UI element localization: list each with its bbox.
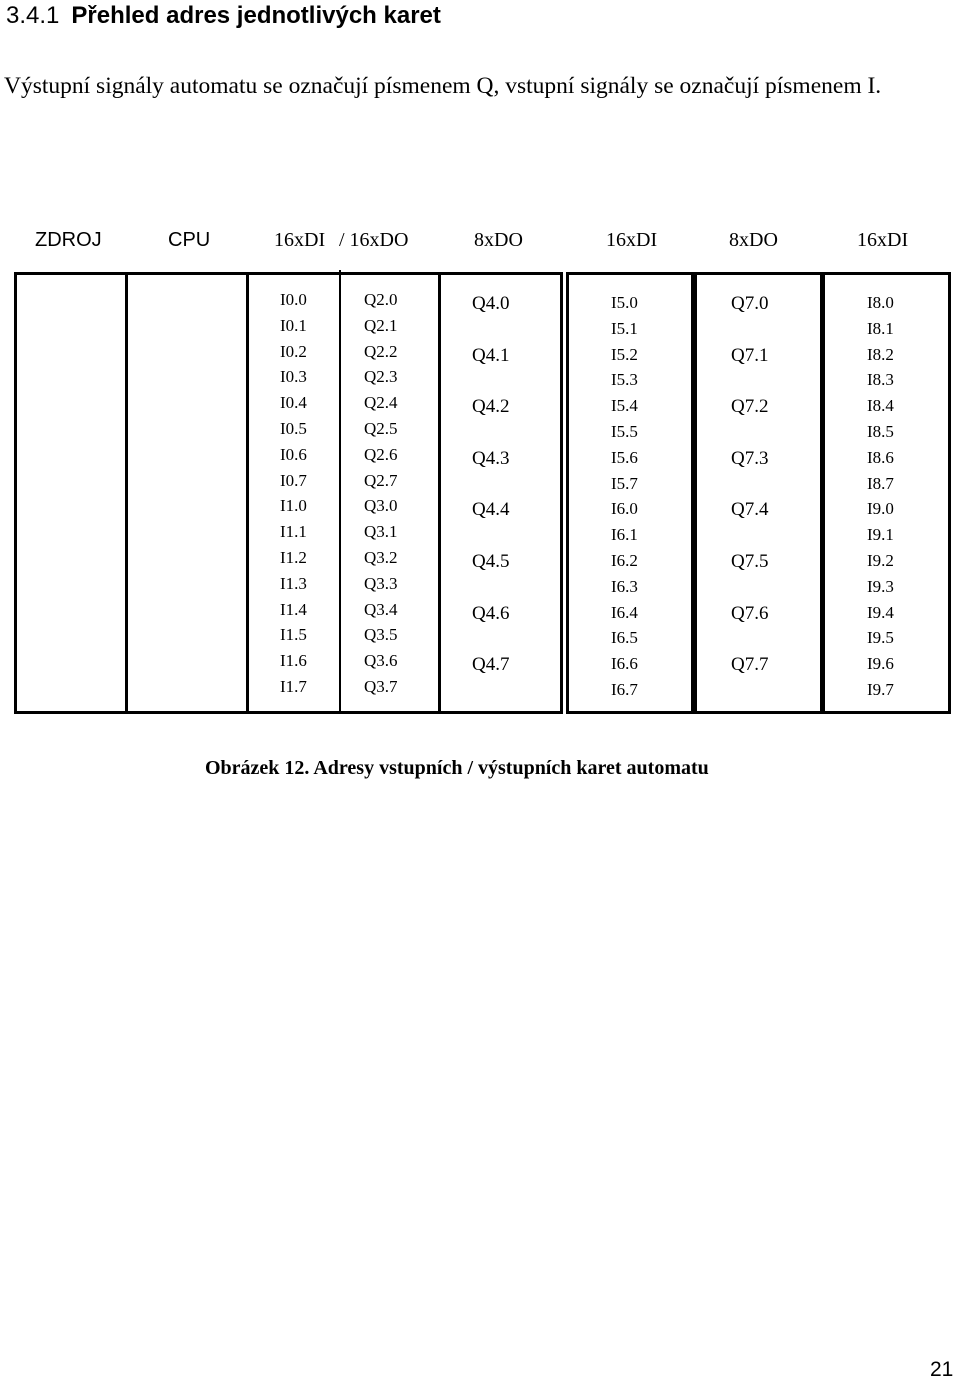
- address-i1-4: I1.4: [280, 599, 307, 619]
- address-i6-0: I6.0: [611, 499, 638, 519]
- address-i5-2: I5.2: [611, 344, 638, 364]
- address-i0-1: I0.1: [280, 315, 307, 335]
- address-q4-7: Q4.7: [472, 654, 510, 676]
- address-i0-5: I0.5: [280, 419, 307, 438]
- address-q3-5: Q3.5: [364, 625, 398, 645]
- intro-paragraph: Výstupní signály automatu se označují písmenem Q, vstupní signály se označují písmenem I.: [4, 73, 882, 99]
- header-8xdo-b: 8xDO: [729, 229, 778, 251]
- address-i9-5: I9.5: [867, 628, 894, 648]
- address-i8-4: I8.4: [867, 396, 894, 416]
- address-q2-4: Q2.4: [364, 393, 398, 413]
- address-i5-5: I5.5: [611, 422, 638, 441]
- address-i9-1: I9.1: [867, 525, 894, 545]
- header-16xdi-b: 16xDI: [606, 229, 658, 251]
- address-i8-0: I8.0: [867, 293, 894, 312]
- address-i0-3: I0.3: [280, 367, 307, 387]
- address-q3-1: Q3.1: [364, 522, 398, 542]
- card-cpu: [125, 272, 249, 714]
- page-number: 21: [930, 1358, 954, 1381]
- address-q7-5: Q7.5: [731, 551, 769, 572]
- address-i8-6: I8.6: [867, 447, 894, 467]
- address-i1-5: I1.5: [280, 625, 307, 645]
- card-8xdo-b: [694, 272, 823, 714]
- address-i1-3: I1.3: [280, 573, 307, 593]
- address-i8-3: I8.3: [867, 370, 894, 390]
- address-q4-5: Q4.5: [472, 551, 510, 572]
- address-q3-3: Q3.3: [364, 573, 398, 593]
- address-i9-4: I9.4: [867, 602, 894, 622]
- address-i6-2: I6.2: [611, 551, 638, 570]
- address-q2-5: Q2.5: [364, 419, 398, 438]
- address-i5-4: I5.4: [611, 396, 638, 416]
- address-q3-2: Q3.2: [364, 548, 398, 567]
- address-i1-0: I1.0: [280, 496, 307, 516]
- address-i9-7: I9.7: [867, 680, 894, 699]
- header-16xdi-c: 16xDI: [857, 229, 909, 251]
- address-i8-7: I8.7: [867, 473, 894, 493]
- card-16xdi-16xdo: [246, 272, 441, 714]
- address-i1-2: I1.2: [280, 548, 307, 567]
- address-i0-2: I0.2: [280, 341, 307, 361]
- address-q2-1: Q2.1: [364, 315, 398, 335]
- address-i9-2: I9.2: [867, 551, 894, 570]
- address-q2-3: Q2.3: [364, 367, 398, 387]
- address-i5-7: I5.7: [611, 473, 638, 493]
- address-i1-6: I1.6: [280, 651, 307, 671]
- address-q3-6: Q3.6: [364, 651, 398, 671]
- address-q2-2: Q2.2: [364, 341, 398, 361]
- address-q2-0: Q2.0: [364, 290, 398, 309]
- address-q2-7: Q2.7: [364, 470, 398, 490]
- address-q4-3: Q4.3: [472, 447, 510, 469]
- address-i0-7: I0.7: [280, 470, 307, 490]
- address-i5-6: I5.6: [611, 447, 638, 467]
- address-i8-5: I8.5: [867, 422, 894, 441]
- header-16xdo: / 16xDO: [339, 229, 409, 251]
- address-i6-6: I6.6: [611, 654, 638, 674]
- address-q7-0: Q7.0: [731, 293, 769, 314]
- section-title: Přehled adres jednotlivých karet: [71, 2, 441, 29]
- address-q4-0: Q4.0: [472, 293, 510, 314]
- card-divider: [339, 270, 341, 714]
- header-zdroj: ZDROJ: [35, 229, 102, 251]
- address-i5-3: I5.3: [611, 370, 638, 390]
- address-i6-7: I6.7: [611, 680, 638, 699]
- address-i8-1: I8.1: [867, 318, 894, 338]
- figure-caption: Obrázek 12. Adresy vstupních / výstupních karet automatu: [205, 757, 709, 779]
- address-i8-2: I8.2: [867, 344, 894, 364]
- address-i6-1: I6.1: [611, 525, 638, 545]
- address-i1-7: I1.7: [280, 677, 307, 696]
- address-i9-6: I9.6: [867, 654, 894, 674]
- card-zdroj: [14, 272, 128, 714]
- address-i0-4: I0.4: [280, 393, 307, 413]
- address-i9-0: I9.0: [867, 499, 894, 519]
- address-q3-0: Q3.0: [364, 496, 398, 516]
- address-q7-3: Q7.3: [731, 447, 769, 469]
- address-i6-4: I6.4: [611, 602, 638, 622]
- address-q4-4: Q4.4: [472, 499, 510, 521]
- address-i6-5: I6.5: [611, 628, 638, 648]
- address-q7-2: Q7.2: [731, 396, 769, 418]
- address-i9-3: I9.3: [867, 576, 894, 596]
- address-q7-7: Q7.7: [731, 654, 769, 676]
- address-q2-6: Q2.6: [364, 444, 398, 464]
- address-q4-6: Q4.6: [472, 602, 510, 624]
- address-q7-1: Q7.1: [731, 344, 769, 366]
- header-16xdi-a: 16xDI: [274, 229, 326, 251]
- address-q7-4: Q7.4: [731, 499, 769, 521]
- section-heading: [6, 2, 441, 30]
- address-i0-6: I0.6: [280, 444, 307, 464]
- address-i5-1: I5.1: [611, 318, 638, 338]
- address-q3-4: Q3.4: [364, 599, 398, 619]
- card-8xdo-a: [438, 272, 563, 714]
- address-q7-6: Q7.6: [731, 602, 769, 624]
- section-number: 3.4.1: [6, 2, 60, 29]
- address-i0-0: I0.0: [280, 290, 307, 309]
- address-q3-7: Q3.7: [364, 677, 398, 696]
- header-8xdo-a: 8xDO: [474, 229, 523, 251]
- address-q4-2: Q4.2: [472, 396, 510, 418]
- address-q4-1: Q4.1: [472, 344, 510, 366]
- address-i5-0: I5.0: [611, 293, 638, 312]
- address-i6-3: I6.3: [611, 576, 638, 596]
- address-i1-1: I1.1: [280, 522, 307, 542]
- header-cpu: CPU: [168, 229, 211, 251]
